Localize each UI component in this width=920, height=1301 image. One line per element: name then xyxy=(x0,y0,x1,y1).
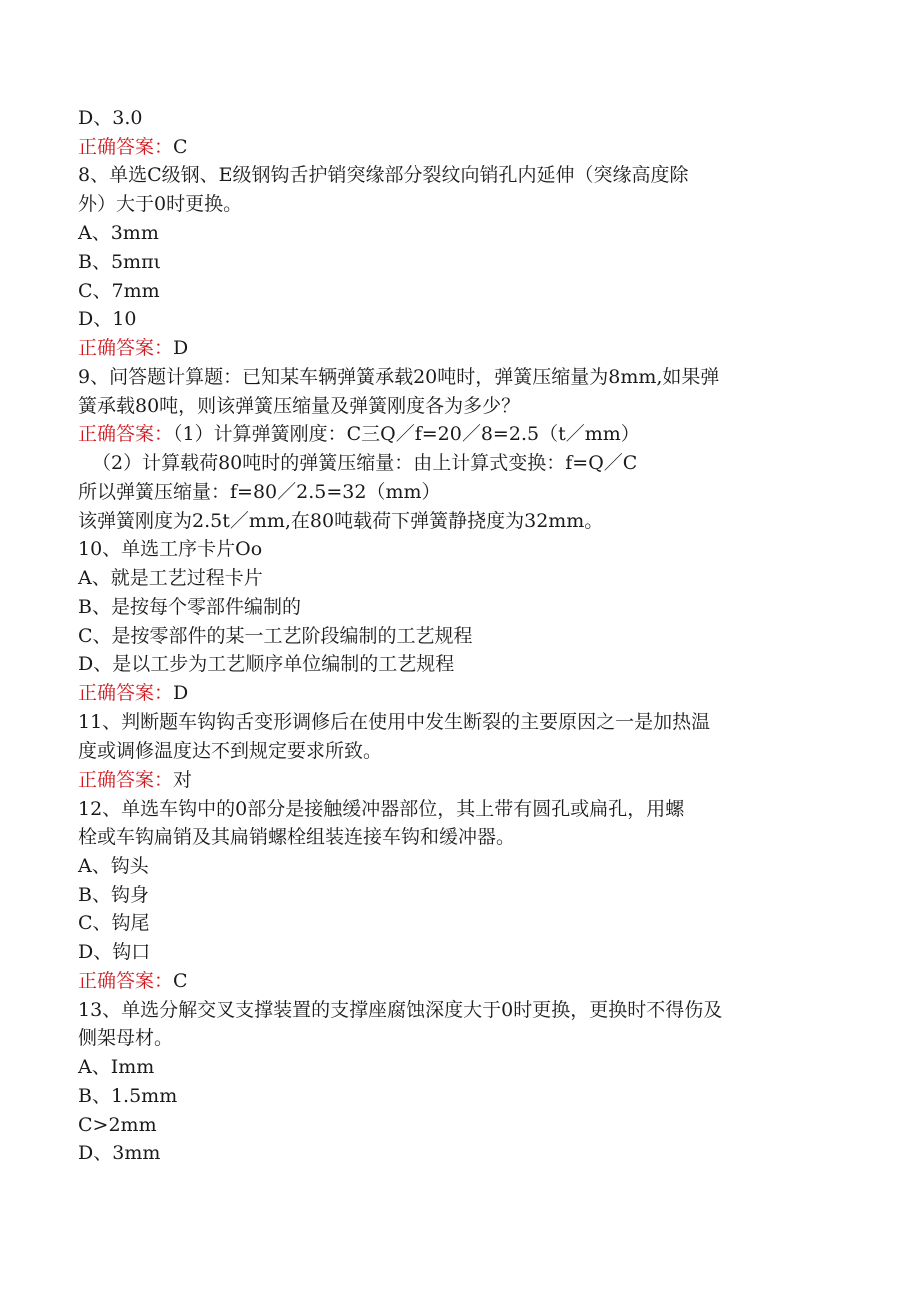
option-line: D、钩口 xyxy=(78,941,151,963)
question-line: 度或调修温度达不到规定要求所致。 xyxy=(78,740,383,762)
answer-label: 正确答案： xyxy=(78,136,174,158)
option-line: A、3mm xyxy=(78,222,159,244)
answer-line xyxy=(78,967,188,995)
answer-value: C xyxy=(173,970,188,992)
option-line: D、10 xyxy=(78,308,137,330)
option-line: A、钩头 xyxy=(78,855,149,877)
question-line: 9、问答题计算题：已知某车辆弹簧承载20吨时，弹簧压缩量为8mm,如果弹 xyxy=(78,366,720,388)
answer-line xyxy=(78,679,188,707)
option-line: D、3.0 xyxy=(78,107,143,129)
option-line: C、钩尾 xyxy=(78,912,150,934)
option-line: C>2mm xyxy=(78,1114,157,1136)
answer-value: （1）计算弹簧刚度：C三Q／f=20／8=2.5（t／mm） xyxy=(173,423,640,445)
option-line: A、就是工艺过程卡片 xyxy=(78,567,263,589)
answer-label: 正确答案： xyxy=(78,682,174,704)
answer-line xyxy=(78,766,192,794)
option-line: C、7mm xyxy=(78,280,160,302)
question-line: 10、单选工序卡片Oo xyxy=(78,538,263,560)
question-line: 外）大于0时更换。 xyxy=(78,193,243,215)
answer-detail-line: 该弹簧刚度为2.5t／mm,在80吨载荷下弹簧静挠度为32mm。 xyxy=(78,510,604,532)
answer-value: 对 xyxy=(173,769,193,791)
answer-line xyxy=(78,334,188,362)
question-line: 侧架母材。 xyxy=(78,1027,174,1049)
answer-label: 正确答案： xyxy=(78,769,174,791)
answer-label: 正确答案： xyxy=(78,970,174,992)
option-line: B、钩身 xyxy=(78,884,149,906)
answer-detail-line: 所以弹簧压缩量：f=80／2.5=32（mm） xyxy=(78,481,441,503)
question-line: 13、单选分解交叉支撑装置的支撑座腐蚀深度大于0时更换，更换时不得伤及 xyxy=(78,999,723,1021)
answer-value: D xyxy=(173,337,189,359)
question-line: 11、判断题车钩钩舌变形调修后在使用中发生断裂的主要原因之一是加热温 xyxy=(78,711,711,733)
option-line: D、是以工步为工艺顺序单位编制的工艺规程 xyxy=(78,653,455,675)
option-line: D、3mm xyxy=(78,1142,161,1164)
question-line: 栓或车钩扁销及其扁销螺栓组装连接车钩和缓冲器。 xyxy=(78,826,516,848)
answer-value: C xyxy=(173,136,188,158)
answer-value: D xyxy=(173,682,189,704)
option-line: B、是按每个零部件编制的 xyxy=(78,596,301,618)
option-line: B、1.5mm xyxy=(78,1085,178,1107)
answer-label: 正确答案： xyxy=(78,423,174,445)
option-line: A、Imm xyxy=(78,1056,155,1078)
option-line: C、是按零部件的某一工艺阶段编制的工艺规程 xyxy=(78,625,473,647)
option-line: B、5mπι xyxy=(78,251,162,273)
answer-label: 正确答案： xyxy=(78,337,174,359)
question-line: 12、单选车钩中的0部分是接触缓冲器部位，其上带有圆孔或扁孔，用螺 xyxy=(78,798,685,820)
answer-detail-line: （2）计算载荷80吨时的弹簧压缩量：由上计算式变换：f=Q／C xyxy=(92,452,638,474)
answer-line xyxy=(78,133,188,161)
answer-line xyxy=(78,420,640,448)
question-line: 8、单选C级钢、E级钢钩舌护销突缘部分裂纹向销孔内延伸（突缘高度除 xyxy=(78,164,689,186)
question-line: 簧承载80吨，则该弹簧压缩量及弹簧刚度各为多少？ xyxy=(78,395,521,417)
